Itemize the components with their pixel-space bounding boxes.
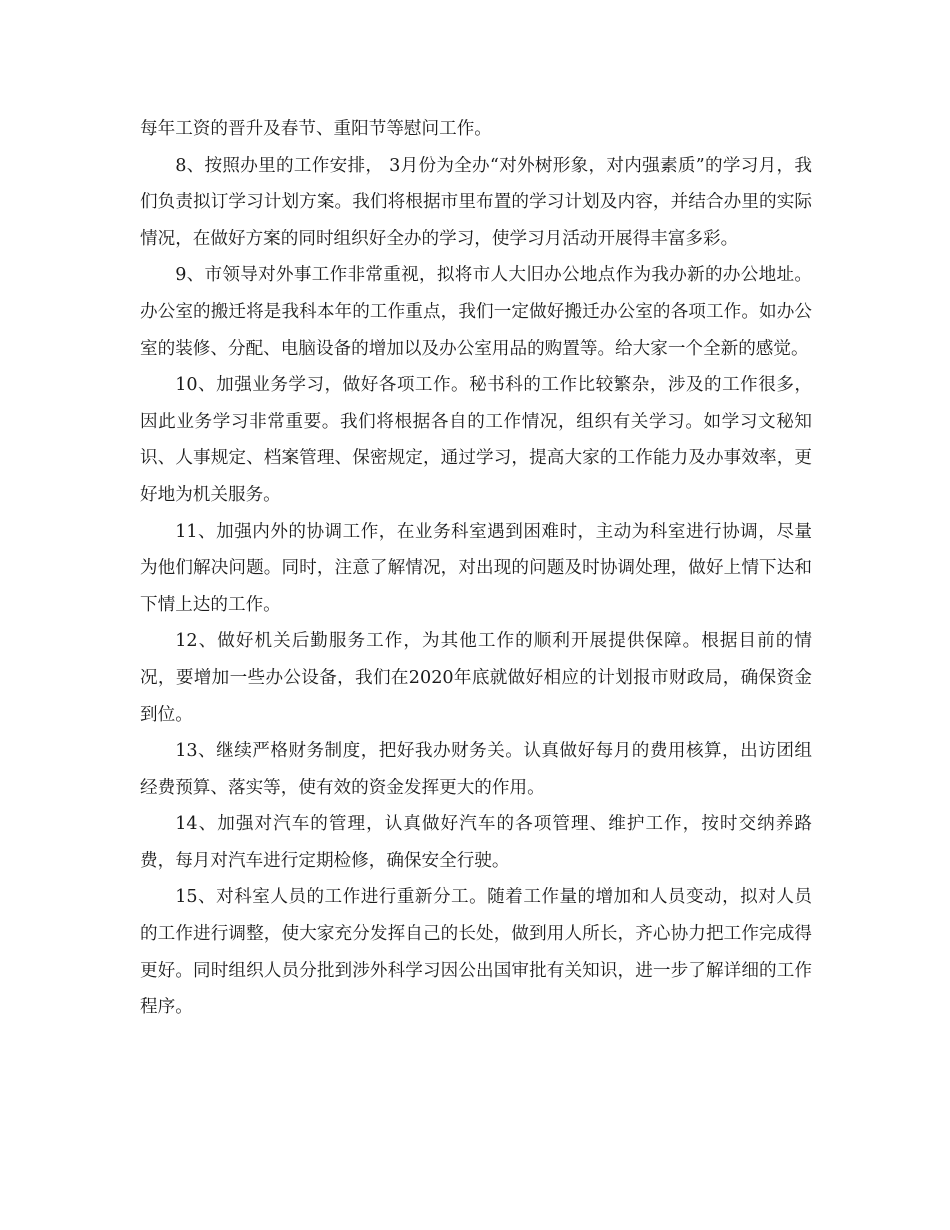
paragraph-continuation: 每年工资的晋升及春节、重阳节等慰问工作。 — [140, 119, 492, 139]
document-body — [140, 111, 812, 1026]
paragraph-item-13: 13、继续严格财务制度，把好我办财务关。认真做好每月的费用核算，出访团组经费预算、落实等，使有效的资金发挥更大的作用。 — [140, 741, 812, 798]
paragraph-item-15: 15、对科室人员的工作进行重新分工。随着工作量的增加和人员变动，拟对人员的工作进行调整，使大家充分发挥自己的长处，做到用人所长，齐心协力把工作完成得更好。同时组织人员分批到涉外科学习因公出国审批有关知识，进一步了解详细的工作程序。 — [140, 887, 812, 1018]
paragraph-item-9: 9、市领导对外事工作非常重视，拟将市人大旧办公地点作为我办新的办公地址。办公室的搬迁将是我科本年的工作重点，我们一定做好搬迁办公室的各项工作。如办公室的装修、分配、电脑设备的增加以及办公室用品的购置等。给大家一个全新的感觉。 — [140, 265, 812, 359]
paragraph-item-8: 8、按照办里的工作安排， 3月份为全办“对外树形象，对内强素质”的学习月，我们负责拟订学习计划方案。我们将根据市里布置的学习计划及内容，并结合办里的实际情况，在做好方案的同时组织好全办的学习，使学习月活动开展得丰富多彩。 — [140, 155, 812, 249]
paragraph-item-12: 12、做好机关后勤服务工作，为其他工作的顺利开展提供保障。根据目前的情况，要增加一些办公设备，我们在2020年底就做好相应的计划报市财政局，确保资金到位。 — [140, 631, 812, 725]
paragraph-item-14: 14、加强对汽车的管理，认真做好汽车的各项管理、维护工作，按时交纳养路费，每月对汽车进行定期检修，确保安全行驶。 — [140, 814, 812, 871]
paragraph-item-10: 10、加强业务学习，做好各项工作。秘书科的工作比较繁杂，涉及的工作很多，因此业务学习非常重要。我们将根据各自的工作情况，组织有关学习。如学习文秘知识、人事规定、档案管理、保密规定，通过学习，提高大家的工作能力及办事效率，更好地为机关服务。 — [140, 375, 812, 505]
paragraph-item-11: 11、加强内外的协调工作，在业务科室遇到困难时，主动为科室进行协调，尽量为他们解决问题。同时，注意了解情况，对出现的问题及时协调处理，做好上情下达和下情上达的工作。 — [140, 521, 812, 615]
